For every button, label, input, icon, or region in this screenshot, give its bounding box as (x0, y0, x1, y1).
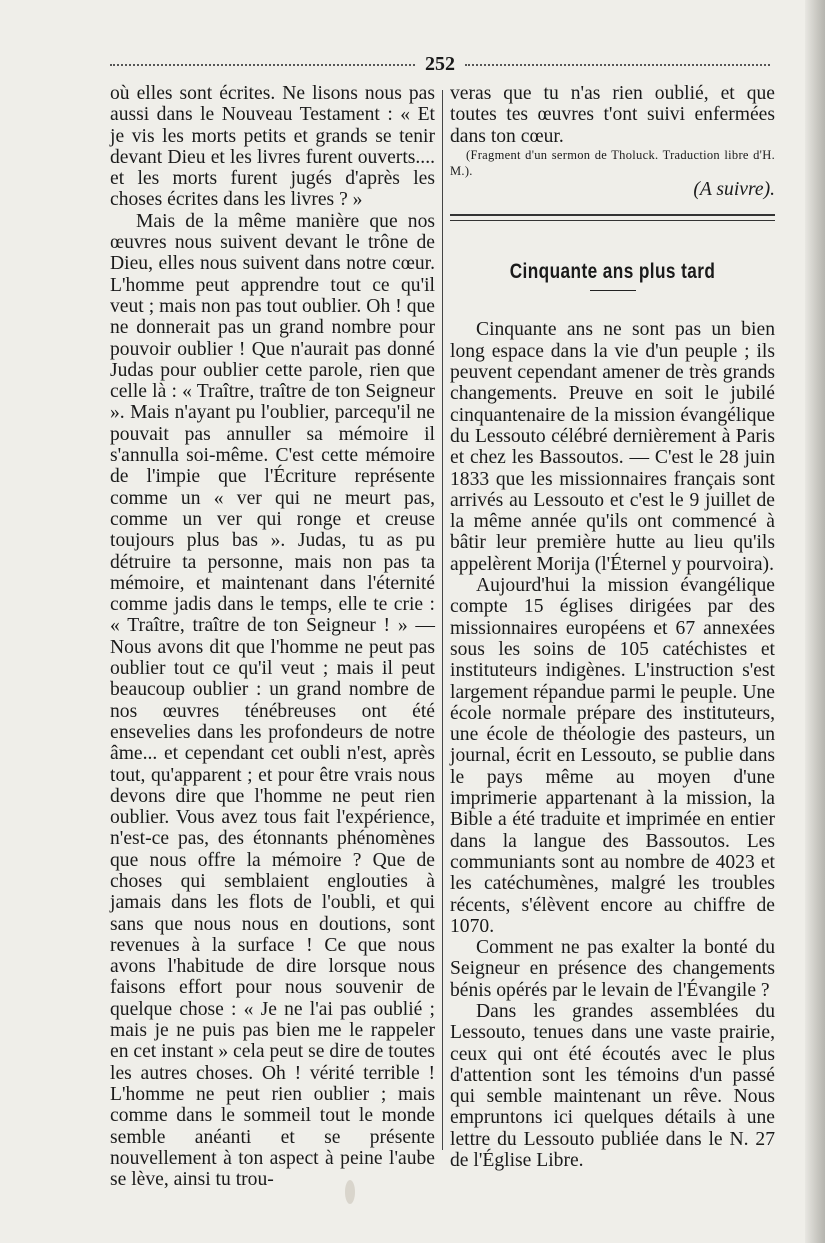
left-paragraph-1: où elles sont écrites. Ne lisons nous pas aussi dans le Nouveau Testament : « Et je vis les morts petits et grands se tenir devant Dieu et les livres furent ouverts.... et les morts furent jugés d'après les choses écrites dans les livres ? » (110, 83, 435, 211)
article-title: Cinquante ans plus tard (509, 260, 716, 284)
article-paragraph-1: Cinquante ans ne sont pas un bien long espace dans la vie d'un peuple ; ils peuvent cependant amener de très grands changements. Preuve en soit le jubilé cinquantenaire de la mission évangélique du Lessouto célébré dernièrement à Paris et chez les Bassoutos. — C'est le 28 juin 1833 que les missionnaires français sont arrivés au Lessouto et c'est le 9 juillet de la même année qu'ils ont commencé à bâtir leur première hutte au lieu qu'ils appelèrent Morija (l'Éternel y pourvoira). (450, 319, 775, 575)
column-divider (442, 90, 443, 1150)
page-number: 252 (425, 53, 455, 75)
article-paragraph-3: Comment ne pas exalter la bonté du Seigneur en présence des changements bénis opérés par le levain de l'Évangile ? (450, 937, 775, 1001)
sermon-credit: (Fragment d'un sermon de Tholuck. Traduction libre d'H. M.). (450, 147, 775, 178)
article-paragraph-2: Aujourd'hui la mission évangélique compte 15 églises dirigées par des missionnaires européens et 67 annexées sous les soins de 105 catéchistes et instituteurs indigènes. L'instruction s'est largement répandue parmi le peuple. Une école normale prépare des instituteurs, une école de théologie des pasteurs, un journal, écrit en Lessouto, se publie dans le pays même au moyen d'une imprimerie appartenant à la mission, la Bible a été traduite et imprimée en entier dans la langue des Bassoutos. Les communiants sont au nombre de 4023 et les catéchumènes, malgré les troubles récents, s'élèvent encore au chiffre de 1070. (450, 575, 775, 937)
paper-stain (345, 1180, 355, 1204)
to-follow-note: (A suivre). (693, 178, 775, 200)
header-rule-left (110, 64, 415, 66)
left-paragraph-2: Mais de la même manière que nos œuvres nous suivent devant le trône de Dieu, elles nous suivent dans notre cœur. L'homme peut apprendre tout ce qu'il veut ; mais non pas tout oublier. Oh ! que ne donnerait pas un grand nombre pour pouvoir oublier ! Que n'aurait pas donné Judas pour oublier cette parole, rien que celle là : « Traître, traître de ton Seigneur ». Mais n'ayant pu l'oublier, parcequ'il ne pouvait pas annuller sa mémoire il s'annulla soi-même. C'est cette mémoire de l'impie que l'Écriture représente comme un « ver qui ne meurt pas, comme un ver qui ronge et creuse toujours plus bas ». Judas, tu as pu détruire ta personne, mais non pas ta mémoire, et maintenant dans l'éternité comme jadis dans le temps, elle te crie : « Traître, traître de ton Seigneur ! » — Nous avons dit que l'homme ne peut pas oublier tout ce qu'il veut ; mais il peut beaucoup oublier : un grand nombre de nos œuvres ténébreuses ont été ensevelies dans les profondeurs de notre âme... et cependant cet oubli n'est, après tout, qu'apparent ; et pour être vrais nous devons dire que l'homme ne peut rien oublier. Vous avez tous fait l'expérience, n'est-ce pas, des étonnants phénomènes que nous offre la mémoire ? Que de choses qui semblaient englouties à jamais dans les flots de l'oubli, et qui sans que nous nous en doutions, sont revenues à la surface ! Ce que nous avons l'habitude de dire lorsque nous faisons effort pour nous souvenir de quelque chose : « Je ne l'ai pas oublié ; mais je ne puis pas bien me le rappeler en cet instant » cela peut se dire de toutes les autres choses. Oh ! vérité terrible ! L'homme ne peut rien oublier ; mais comme dans le sommeil tout le monde semble anéanti et se présente nouvellement à ton aspect à peine l'aube se lève, ainsi tu trou- (110, 210, 435, 1191)
page-header (110, 54, 770, 74)
right-column (450, 83, 775, 1171)
left-column (110, 83, 435, 1190)
page-edge-shadow (805, 0, 825, 1243)
sermon-continuation: veras que tu n'as rien oublié, et que toutes tes œuvres t'ont suivi enfermées dans ton cœur. (450, 83, 775, 147)
section-separator (450, 214, 775, 221)
header-rule-right (465, 64, 770, 66)
title-dash (590, 290, 636, 291)
article-paragraph-4: Dans les grandes assemblées du Lessouto, tenues dans une vaste prairie, ceux qui ont été écoutés avec le plus d'attention sont les témoins d'un passé qui semble maintenant un rêve. Nous empruntons ici quelques détails à une lettre du Lessouto publiée dans le N. 27 de l'Église Libre. (450, 1000, 775, 1172)
